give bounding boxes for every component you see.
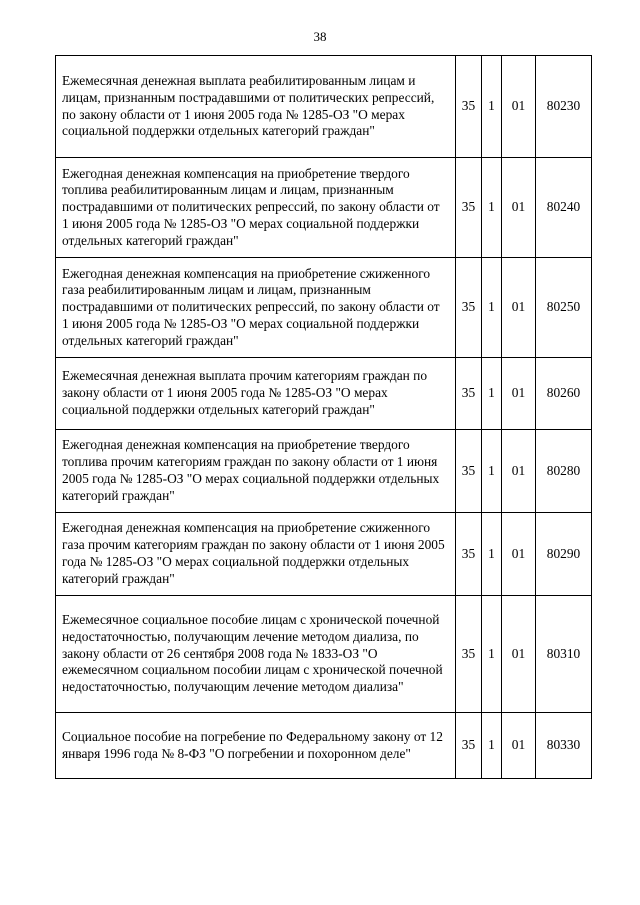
row-description: Ежегодная денежная компенсация на приобретение твердого топлива реабилитированным лицам и лицам, признанным пострадавшими от политических репрессий, по закону области от 1 июня 2005 года № 1285-ОЗ "О мерах социальной поддержки отдельных категорий граждан": [56, 158, 456, 258]
code-subprogram: 1: [482, 258, 502, 358]
code-direction: 80230: [536, 56, 592, 158]
table-row: [56, 713, 592, 779]
code-ministry: 35: [456, 56, 482, 158]
page-number: 38: [313, 29, 327, 44]
code-event: 01: [502, 358, 536, 430]
table-row: [56, 596, 592, 713]
code-event: 01: [502, 713, 536, 779]
code-direction: 80280: [536, 430, 592, 513]
code-ministry: 35: [456, 158, 482, 258]
table-row: [56, 56, 592, 158]
table-row: [56, 430, 592, 513]
row-description: Ежемесячная денежная выплата прочим категориям граждан по закону области от 1 июня 2005 года № 1285-ОЗ "О мерах социальной поддержки отдельных категорий граждан": [56, 358, 456, 430]
code-direction: 80290: [536, 513, 592, 596]
code-event: 01: [502, 430, 536, 513]
table-row: [56, 513, 592, 596]
code-event: 01: [502, 258, 536, 358]
code-event: 01: [502, 513, 536, 596]
table-row: [56, 258, 592, 358]
row-description: Ежегодная денежная компенсация на приобретение твердого топлива прочим категориям граждан по закону области от 1 июня 2005 года № 1285-ОЗ "О мерах социальной поддержки отдельных категорий граждан": [56, 430, 456, 513]
code-direction: 80330: [536, 713, 592, 779]
code-ministry: 35: [456, 430, 482, 513]
row-description: Ежегодная денежная компенсация на приобретение сжиженного газа реабилитированным лицам и лицам, признанным пострадавшими от политических репрессий, по закону области от 1 июня 2005 года № 1285-ОЗ "О мерах социальной поддержки отдельных категорий граждан": [56, 258, 456, 358]
code-direction: 80310: [536, 596, 592, 713]
code-subprogram: 1: [482, 430, 502, 513]
code-ministry: 35: [456, 513, 482, 596]
code-ministry: 35: [456, 596, 482, 713]
code-subprogram: 1: [482, 158, 502, 258]
code-event: 01: [502, 596, 536, 713]
code-direction: 80260: [536, 358, 592, 430]
code-subprogram: 1: [482, 596, 502, 713]
code-event: 01: [502, 158, 536, 258]
row-description: Ежемесячное социальное пособие лицам с хронической почечной недостаточностью, получающим лечение методом диализа, по закону области от 26 сентября 2008 года № 1833-ОЗ "О ежемесячном социальном пособии лицам с хронической почечной недостаточностью, получающим лечение методом диализа": [56, 596, 456, 713]
code-ministry: 35: [456, 258, 482, 358]
code-subprogram: 1: [482, 513, 502, 596]
code-direction: 80240: [536, 158, 592, 258]
code-subprogram: 1: [482, 56, 502, 158]
row-description: Ежегодная денежная компенсация на приобретение сжиженного газа прочим категориям граждан по закону области от 1 июня 2005 года № 1285-ОЗ "О мерах социальной поддержки отдельных категорий граждан": [56, 513, 456, 596]
code-subprogram: 1: [482, 713, 502, 779]
budget-table: [55, 55, 592, 779]
row-description: Ежемесячная денежная выплата реабилитированным лицам и лицам, признанным пострадавшими от политических репрессий, по закону области от 1 июня 2005 года № 1285-ОЗ "О мерах социальной поддержки отдельных категорий граждан": [56, 56, 456, 158]
code-event: 01: [502, 56, 536, 158]
table-row: [56, 158, 592, 258]
code-ministry: 35: [456, 358, 482, 430]
row-description: Социальное пособие на погребение по Федеральному закону от 12 января 1996 года № 8-ФЗ "О погребении и похоронном деле": [56, 713, 456, 779]
code-ministry: 35: [456, 713, 482, 779]
code-subprogram: 1: [482, 358, 502, 430]
code-direction: 80250: [536, 258, 592, 358]
table-row: [56, 358, 592, 430]
